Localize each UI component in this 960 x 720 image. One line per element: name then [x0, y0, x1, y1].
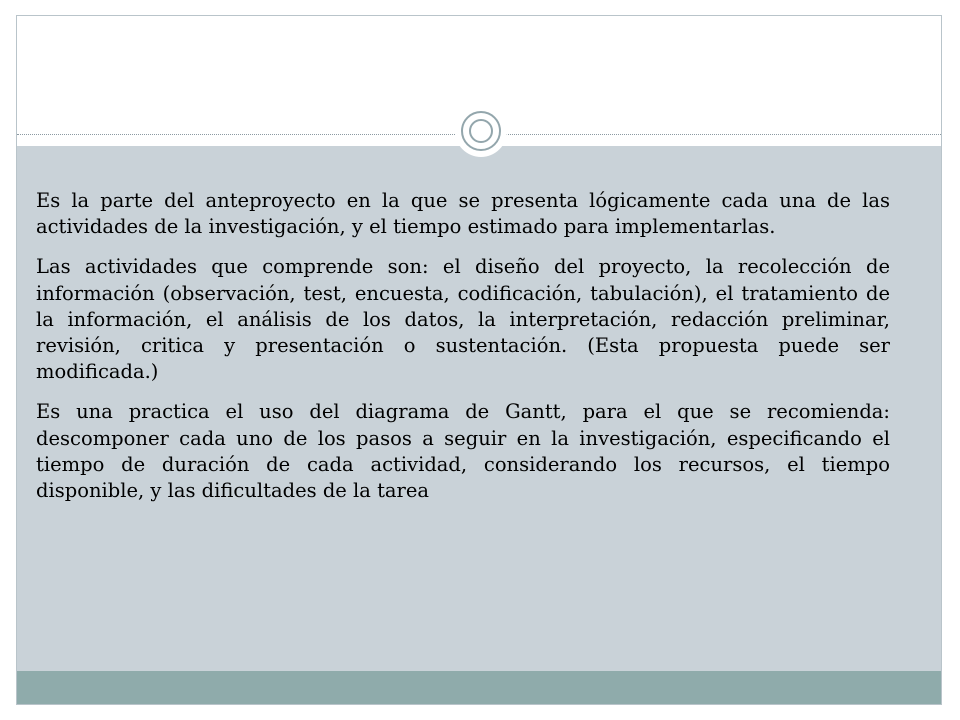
circle-ornament-inner-ring	[469, 119, 493, 143]
circle-ornament-icon	[455, 105, 507, 157]
paragraph-activities: Las actividades que comprende son: el diseño del proyecto, la recolección de información (observación, test, encuesta, codificación, tabulación), el tratamiento de la información, el análisis de los datos, la interpretación, redacción preliminar, revisión, critica y presentación o sustentación. (Esta propuesta puede ser modificada.)	[36, 255, 890, 384]
paragraph-definition: Es la parte del anteproyecto en la que se presenta lógicamente cada una de las actividades de la investigación, y el tiempo estimado para implementarlas.	[36, 189, 890, 239]
footer-band	[17, 671, 941, 705]
paragraph-gantt: Es una practica el uso del diagrama de Gantt, para el que se recomienda: descomponer cada uno de los pasos a seguir en la investigación, especificando el tiempo de duración de cada actividad, considerando los recursos, el tiempo disponible, y las dificultades de la tarea	[36, 400, 890, 503]
slide-body-text	[36, 188, 890, 518]
